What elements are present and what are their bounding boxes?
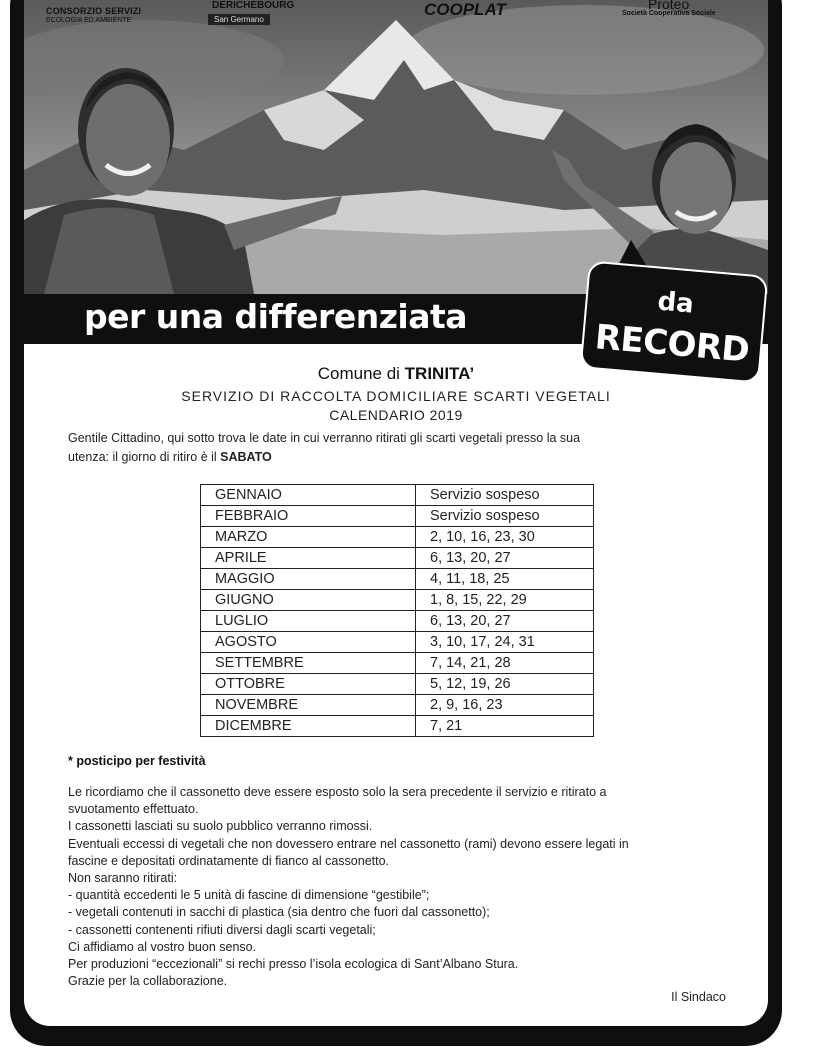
dates-cell: 5, 12, 19, 26 [416, 674, 594, 695]
instructions-text [68, 784, 748, 990]
month-cell: GENNAIO [201, 485, 416, 506]
dates-cell: 2, 9, 16, 23 [416, 695, 594, 716]
table-row [201, 506, 594, 527]
holiday-note: * posticipo per festività [68, 754, 206, 768]
table-row [201, 611, 594, 632]
body-line: - vegetali contenuti in sacchi di plastica (sia dentro che fuori dal cassonetto); [68, 905, 490, 920]
month-cell: MAGGIO [201, 569, 416, 590]
table-row [201, 695, 594, 716]
table-row [201, 653, 594, 674]
month-cell: LUGLIO [201, 611, 416, 632]
logo-proteo-text: Proteo [648, 0, 690, 12]
month-cell: MARZO [201, 527, 416, 548]
body-line: Per produzioni “eccezionali” si rechi presso l’isola ecologica di Sant’Albano Stura. [68, 957, 519, 972]
logo-cooplat: COOPLAT [424, 0, 506, 19]
calendar-year: CALENDARIO 2019 [329, 407, 463, 423]
bubble-da: da [656, 286, 695, 320]
month-cell: SETTEMBRE [201, 653, 416, 674]
signature-sindaco: Il Sindaco [671, 990, 726, 1004]
month-cell: FEBBRAIO [201, 506, 416, 527]
body-line: Grazie per la collaborazione. [68, 974, 228, 989]
comune-name: TRINITA’ [404, 364, 475, 383]
intro-text [68, 429, 728, 467]
month-cell: NOVEMBRE [201, 695, 416, 716]
dates-cell: Servizio sospeso [416, 485, 594, 506]
logo-proteo-sub: Società Cooperativa Sociale [622, 10, 716, 17]
body-line: fascine e depositati ordinatamente di fianco al cassonetto. [68, 853, 390, 868]
table-row [201, 527, 594, 548]
dates-cell: 7, 21 [416, 716, 594, 737]
pickup-calendar-table [200, 484, 594, 737]
dates-cell: 3, 10, 17, 24, 31 [416, 632, 594, 653]
bubble-record: RECORD [593, 317, 751, 371]
pickup-day: SABATO [220, 450, 272, 464]
dates-cell: Servizio sospeso [416, 506, 594, 527]
month-cell: OTTOBRE [201, 674, 416, 695]
body-line: I cassonetti lasciati su suolo pubblico verranno rimossi. [68, 819, 373, 834]
comune-prefix: Comune di [317, 364, 405, 383]
table-row [201, 569, 594, 590]
service-title: SERVIZIO DI RACCOLTA DOMICILIARE SCARTI VEGETALI [181, 388, 611, 404]
table-row [201, 548, 594, 569]
record-speech-bubble [580, 260, 769, 383]
document-body [24, 344, 768, 1026]
table-row [201, 674, 594, 695]
table-row [201, 716, 594, 737]
sponsor-logos [24, 0, 768, 34]
body-line: Eventuali eccessi di vegetali che non dovessero entrare nel cassonetto (rami) devono essere legati in [68, 836, 629, 851]
dates-cell: 4, 11, 18, 25 [416, 569, 594, 590]
dates-cell: 6, 13, 20, 27 [416, 611, 594, 632]
table-row [201, 590, 594, 611]
body-line: Non saranno ritirati: [68, 871, 178, 886]
intro-line-2-prefix: utenza: il giorno di ritiro è il [68, 450, 221, 464]
logo-derichebourg-text: DERICHEBOURG [212, 0, 295, 11]
body-line: - quantità eccedenti le 5 unità di fascine di dimensione “gestibile”; [68, 888, 430, 903]
dates-cell: 2, 10, 16, 23, 30 [416, 527, 594, 548]
logo-derichebourg-sub: San Germano [208, 14, 270, 25]
intro-line-1: Gentile Cittadino, qui sotto trova le date in cui verranno ritirati gli scarti vegetali presso la sua [68, 431, 581, 445]
dates-cell: 1, 8, 15, 22, 29 [416, 590, 594, 611]
body-line: Le ricordiamo che il cassonetto deve essere esposto solo la sera precedente il servizio e ritirato a [68, 785, 607, 799]
month-cell: APRILE [201, 548, 416, 569]
month-cell: AGOSTO [201, 632, 416, 653]
mountain-illustration [24, 0, 768, 294]
hero-photo [24, 0, 768, 294]
month-cell: DICEMBRE [201, 716, 416, 737]
logo-derichebourg [194, 0, 324, 60]
table-row [201, 485, 594, 506]
intro-line-2 [68, 448, 728, 467]
dates-cell: 6, 13, 20, 27 [416, 548, 594, 569]
bubble-box [580, 260, 769, 383]
logo-csea-line1: CONSORZIO SERVIZI [46, 6, 142, 16]
logo-csea-line2: ECOLOGIA ED AMBIENTE [46, 17, 132, 24]
table-row [201, 632, 594, 653]
body-line: - cassonetti contenenti rifiuti diversi dagli scarti vegetali; [68, 922, 376, 937]
month-cell: GIUGNO [201, 590, 416, 611]
banner-title: per una differenziata [84, 297, 468, 336]
dates-cell: 7, 14, 21, 28 [416, 653, 594, 674]
body-line: svuotamento effettuato. [68, 802, 199, 817]
body-line: Ci affidiamo al vostro buon senso. [68, 939, 257, 954]
